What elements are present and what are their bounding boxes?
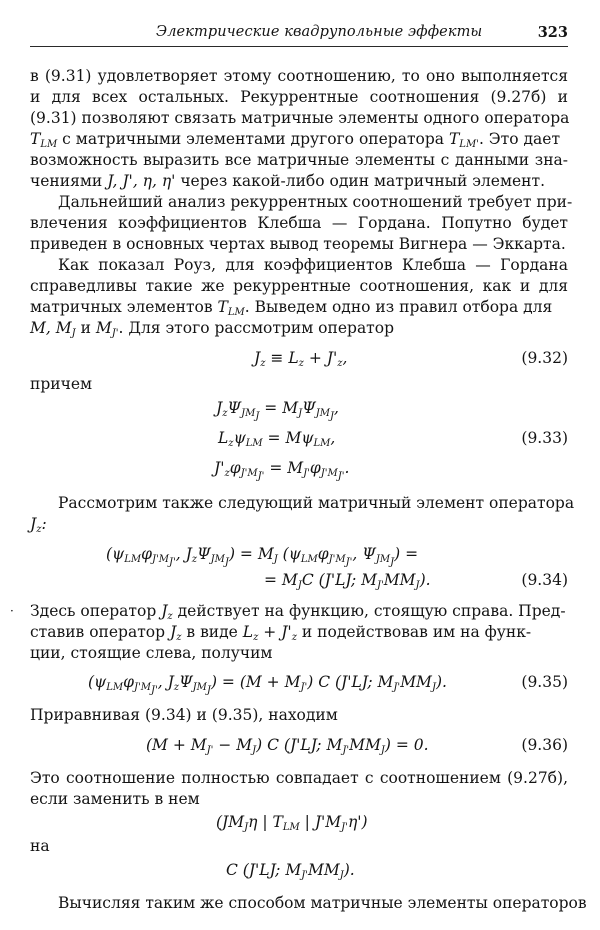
text-fragment: . Выведем одно из правил отбора для bbox=[244, 298, 553, 316]
equation-number: (9.36) bbox=[521, 736, 568, 754]
text-line-composite bbox=[30, 171, 545, 191]
text-line: в (9.31) удовлетворяет этому соотношению, то оно выполняется bbox=[30, 67, 568, 85]
text-fragment: и bbox=[80, 319, 91, 337]
equation-9-34-line2: = $M_JC$ (J'LJ; $M_{J'}MM_J$). bbox=[264, 571, 431, 591]
text-fragment: в виде bbox=[186, 623, 238, 641]
running-header bbox=[30, 22, 568, 47]
equation-9-34-line1: ($\psi_{LM}\varphi_{J'M_{J'}}$, $J_z\Psi_{JM_J}) = M_J$ ($\psi_{LM}\varphi_{J'M_{J'}}$, $\Psi_{JM_J}$) = bbox=[106, 545, 419, 568]
equation-number: (9.34) bbox=[521, 571, 568, 589]
text-fragment: с матричными элементами другого оператора bbox=[62, 130, 445, 148]
text-line: на bbox=[30, 837, 50, 855]
text-line: ции, стоящие слева, получим bbox=[30, 644, 273, 662]
text-fragment: Здесь оператор bbox=[30, 602, 157, 620]
text-line: Как показал Роуз, для коэффициентов Клебша — Гордана bbox=[58, 256, 568, 274]
math-symbol: $T_{LM'}$ bbox=[448, 130, 479, 150]
math-symbol: $T_{LM}$ bbox=[217, 298, 245, 318]
text-line-composite bbox=[30, 601, 568, 621]
text-line: (9.31) позволяют связать матричные элементы одного оператора bbox=[30, 109, 570, 127]
text-fragment: . Это дает bbox=[478, 130, 561, 148]
text-line: Это соотношение полностью совпадает с соотношением (9.27б), bbox=[30, 769, 568, 787]
text-line-composite bbox=[30, 622, 568, 642]
text-line: если заменить в нем bbox=[30, 790, 200, 808]
equation-9-33-line1: $J_z\Psi_{JM_J} = M_J\Psi_{JM_J}$, bbox=[216, 399, 339, 422]
text-line: влечения коэффициентов Клебша — Гордана. Попутно будет bbox=[30, 214, 568, 232]
text-line: причем bbox=[30, 375, 93, 393]
text-line-composite bbox=[30, 318, 394, 338]
text-line: приведен в основных чертах вывод теоремы Вигнера — Эккарта. bbox=[30, 235, 566, 253]
text-fragment: и подействовав им на функ- bbox=[301, 623, 532, 641]
math-symbol: M, $M_J$ bbox=[30, 319, 76, 339]
text-line: возможность выразить все матричные элементы с данными зна- bbox=[30, 151, 568, 169]
margin-dot: · bbox=[10, 604, 14, 618]
text-line: Приравнивая (9.34) и (9.35), находим bbox=[30, 706, 338, 724]
equation-number: (9.33) bbox=[521, 429, 568, 447]
equation-9-33-line2: $L_z\psi_{LM} = M\psi_{LM}$, bbox=[218, 429, 336, 449]
math-symbol: $L_z + J'_z$ bbox=[242, 623, 297, 643]
math-symbol: $J_z$ bbox=[161, 602, 173, 622]
math-symbol: $J_z$ bbox=[169, 623, 182, 643]
math-symbol: $T_{LM}$ bbox=[30, 130, 58, 150]
text-fragment: чениями bbox=[30, 172, 103, 190]
text-fragment: ставив оператор bbox=[30, 623, 166, 641]
text-fragment: матричных элементов bbox=[30, 298, 213, 316]
math-symbol: $J_z$: bbox=[30, 515, 47, 535]
equation-number: (9.35) bbox=[521, 673, 568, 691]
equation-matrix-element: ($JM_J\eta$ | $T_{LM}$ | $J'M_{J'}\eta'$) bbox=[216, 813, 368, 833]
text-line-composite bbox=[30, 297, 568, 317]
text-fragment: . Для этого рассмотрим оператор bbox=[118, 319, 395, 337]
running-title: Электрические квадрупольные эффекты bbox=[156, 24, 483, 40]
math-symbol: J, J', η, η' bbox=[107, 172, 176, 190]
equation-9-33-line3: $J'_z\varphi_{J'M_{J'}} = M_{J'}\varphi_{J'M_{J'}}$. bbox=[214, 459, 350, 482]
text-line: Вычисляя таким же способом матричные элементы операторов bbox=[58, 894, 587, 912]
text-line: Рассмотрим также следующий матричный элемент оператора bbox=[58, 494, 575, 512]
equation-number: (9.32) bbox=[521, 349, 568, 367]
math-symbol: $M_{J'}$ bbox=[95, 319, 119, 339]
text-line: и для всех остальных. Рекуррентные соотношения (9.27б) и bbox=[30, 88, 568, 106]
equation-9-36: $(M + M_{J'} - M_J)$ C (J'LJ; $M_{J'}MM_J) = 0$. bbox=[146, 736, 429, 756]
page-number: 323 bbox=[537, 24, 568, 41]
text-line-composite bbox=[30, 129, 568, 149]
equation-9-35: ($\psi_{LM}\varphi_{J'M_{J'}}$, $J_z\Psi_{JM_J}) = (M + M_{J'})$ C (J'LJ; $M_{J'}MM_J$). bbox=[88, 673, 447, 696]
text-fragment: действует на функцию, стоящую справа. Пред- bbox=[177, 602, 566, 620]
equation-clebsch-gordan: C (J'LJ; $M_{J'}MM_J$). bbox=[226, 861, 355, 881]
text-fragment: через какой-либо один матричный элемент. bbox=[180, 172, 546, 190]
text-line: Дальнейший анализ рекуррентных соотношений требует при- bbox=[58, 193, 573, 211]
equation-9-32: $J_z \equiv L_z + J'_z$, bbox=[254, 349, 348, 369]
text-line: справедливы такие же рекуррентные соотношения, как и для bbox=[30, 277, 568, 295]
